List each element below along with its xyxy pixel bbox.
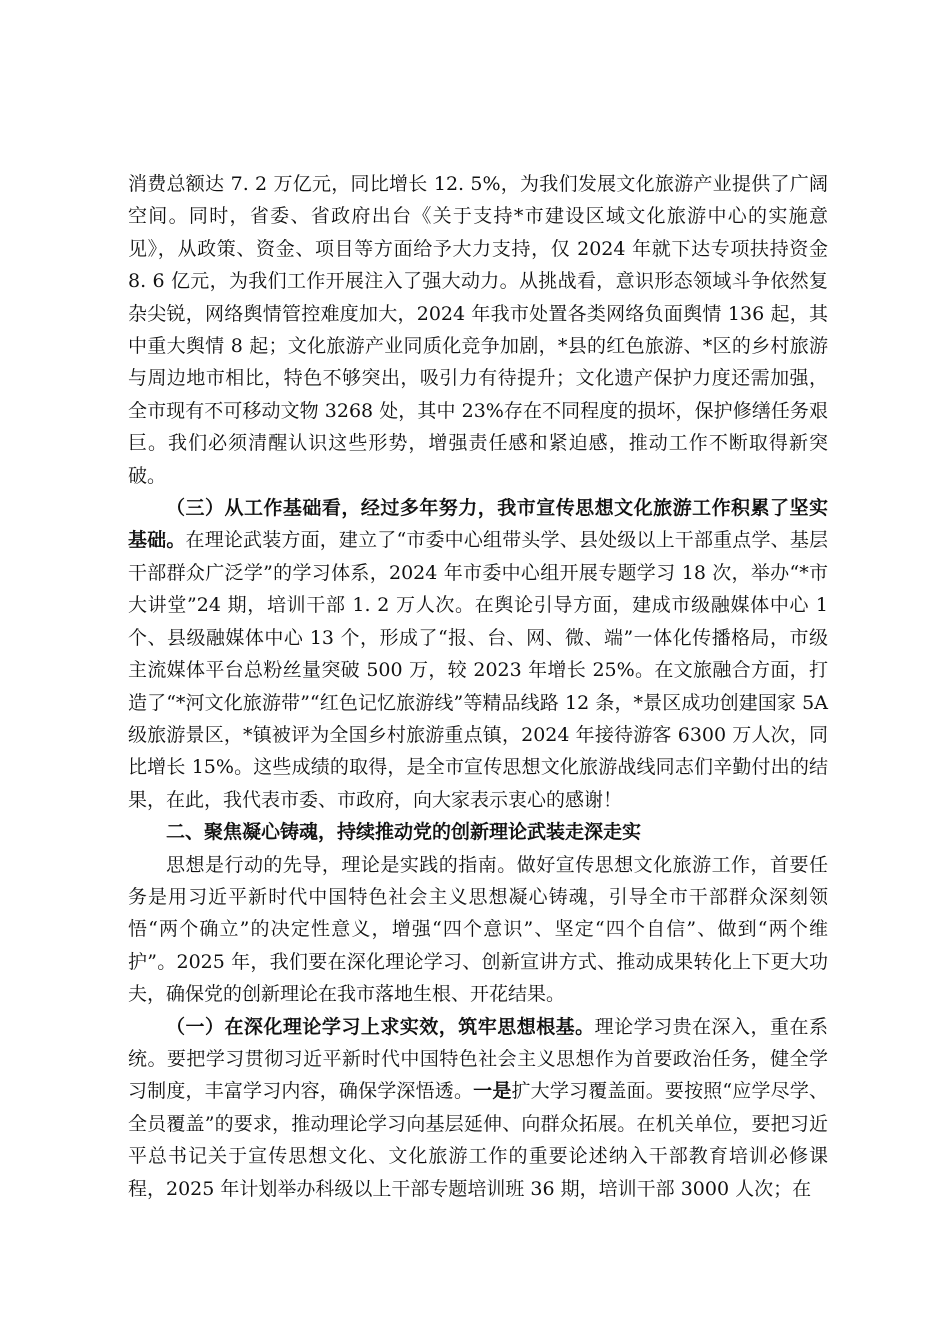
chapter-heading-2: 二、聚焦凝心铸魂，持续推动党的创新理论武装走深走实 (166, 821, 642, 844)
point-marker: 一是 (473, 1080, 512, 1103)
paragraph-situation: 消费总额达 7. 2 万亿元，同比增长 12. 5%，为我们发展文化旅游产业提供了广阔空间。同时，省委、省政府出台《关于支持*市建设区域文化旅游中心的实施意见》，从政策、资金、项目等方面给予大力支持，仅 2024 年就下达专项扶持资金 8. 6 亿元，为我们工作开展注入了强大动力。从挑战看，意识形态领域斗争依然复杂尖锐，网络舆情管控难度加大，2024 年我市处置各类网络负面舆情 136 起，其中重大舆情 8 起；文化旅游产业同质化竞争加剧，*县的红色旅游、*区的乡村旅游与周边地市相比，特色不够突出，吸引力有待提升；文化遗产保护力度还需加强，全市现有不可移动文物 3268 处，其中 23%存在不同程度的损坏，保护修缮任务艰巨。我们必须清醒认识这些形势，增强责任感和紧迫感，推动工作不断取得新突破。 (128, 173, 828, 487)
section-heading-1: （一）在深化理论学习上求实效，筑牢思想根基。 (166, 1015, 595, 1038)
document-page (128, 168, 828, 1205)
section-heading-3: （三）从工作基础看，经过多年努力，我市宣传思想文化旅游工作积累了坚实基础。 (128, 497, 828, 552)
paragraph-text: 扩大学习覆盖面。要按照“应学尽学、全员覆盖”的要求，推动理论学习向基层延伸、向群众拓展。在机关单位，要把习近平总书记关于宣传思想文化、文化旅游工作的重要论述纳入干部教育培训必修课程，2025 年计划举办科级以上干部专题培训班 36 期，培训干部 3000 人次；在 (128, 1080, 828, 1200)
paragraph-text: 在理论武装方面，建立了“市委中心组带头学、县处级以上干部重点学、基层干部群众广泛学”的学习体系，2024 年市委中心组开展专题学习 18 次，举办“*市大讲堂”24 期，培训干部 1. 2 万人次。在舆论引导方面，建成市级融媒体中心 1 个、县级融媒体中心 13 个，形成了“报、台、网、微、端”一体化传播格局，市级主流媒体平台总粉丝量突破 500 万，较 2023 年增长 25%。在文旅融合方面，打造了“*河文化旅游带”“红色记忆旅游线”等精品线路 12 条，*景区成功创建国家 5A 级旅游景区，*镇被评为全国乡村旅游重点镇，2024 年接待游客 6300 万人次，同比增长 15%。这些成绩的取得，是全市宣传思想文化旅游战线同志们辛勤付出的结果，在此，我代表市委、市政府，向大家表示衷心的感谢！ (128, 529, 828, 811)
paragraph-text: 理论学习贵在深入，重在系统。要把学习贯彻习近平新时代中国特色社会主义思想作为首要政治任务，健全学习制度，丰富学习内容，确保学深悟透。 (128, 1015, 828, 1103)
paragraph-work-foundation (128, 492, 828, 816)
paragraph-intro: 思想是行动的先导，理论是实践的指南。做好宣传思想文化旅游工作，首要任务是用习近平新时代中国特色社会主义思想凝心铸魂，引导全市干部群众深刻领悟“两个确立”的决定性意义，增强“四个意识”、坚定“四个自信”、做到“两个维护”。2025 年，我们要在深化理论学习、创新宣讲方式、推动成果转化上下更大功夫，确保党的创新理论在我市落地生根、开花结果。 (128, 853, 828, 1006)
paragraph-theory-study (128, 1011, 828, 1205)
